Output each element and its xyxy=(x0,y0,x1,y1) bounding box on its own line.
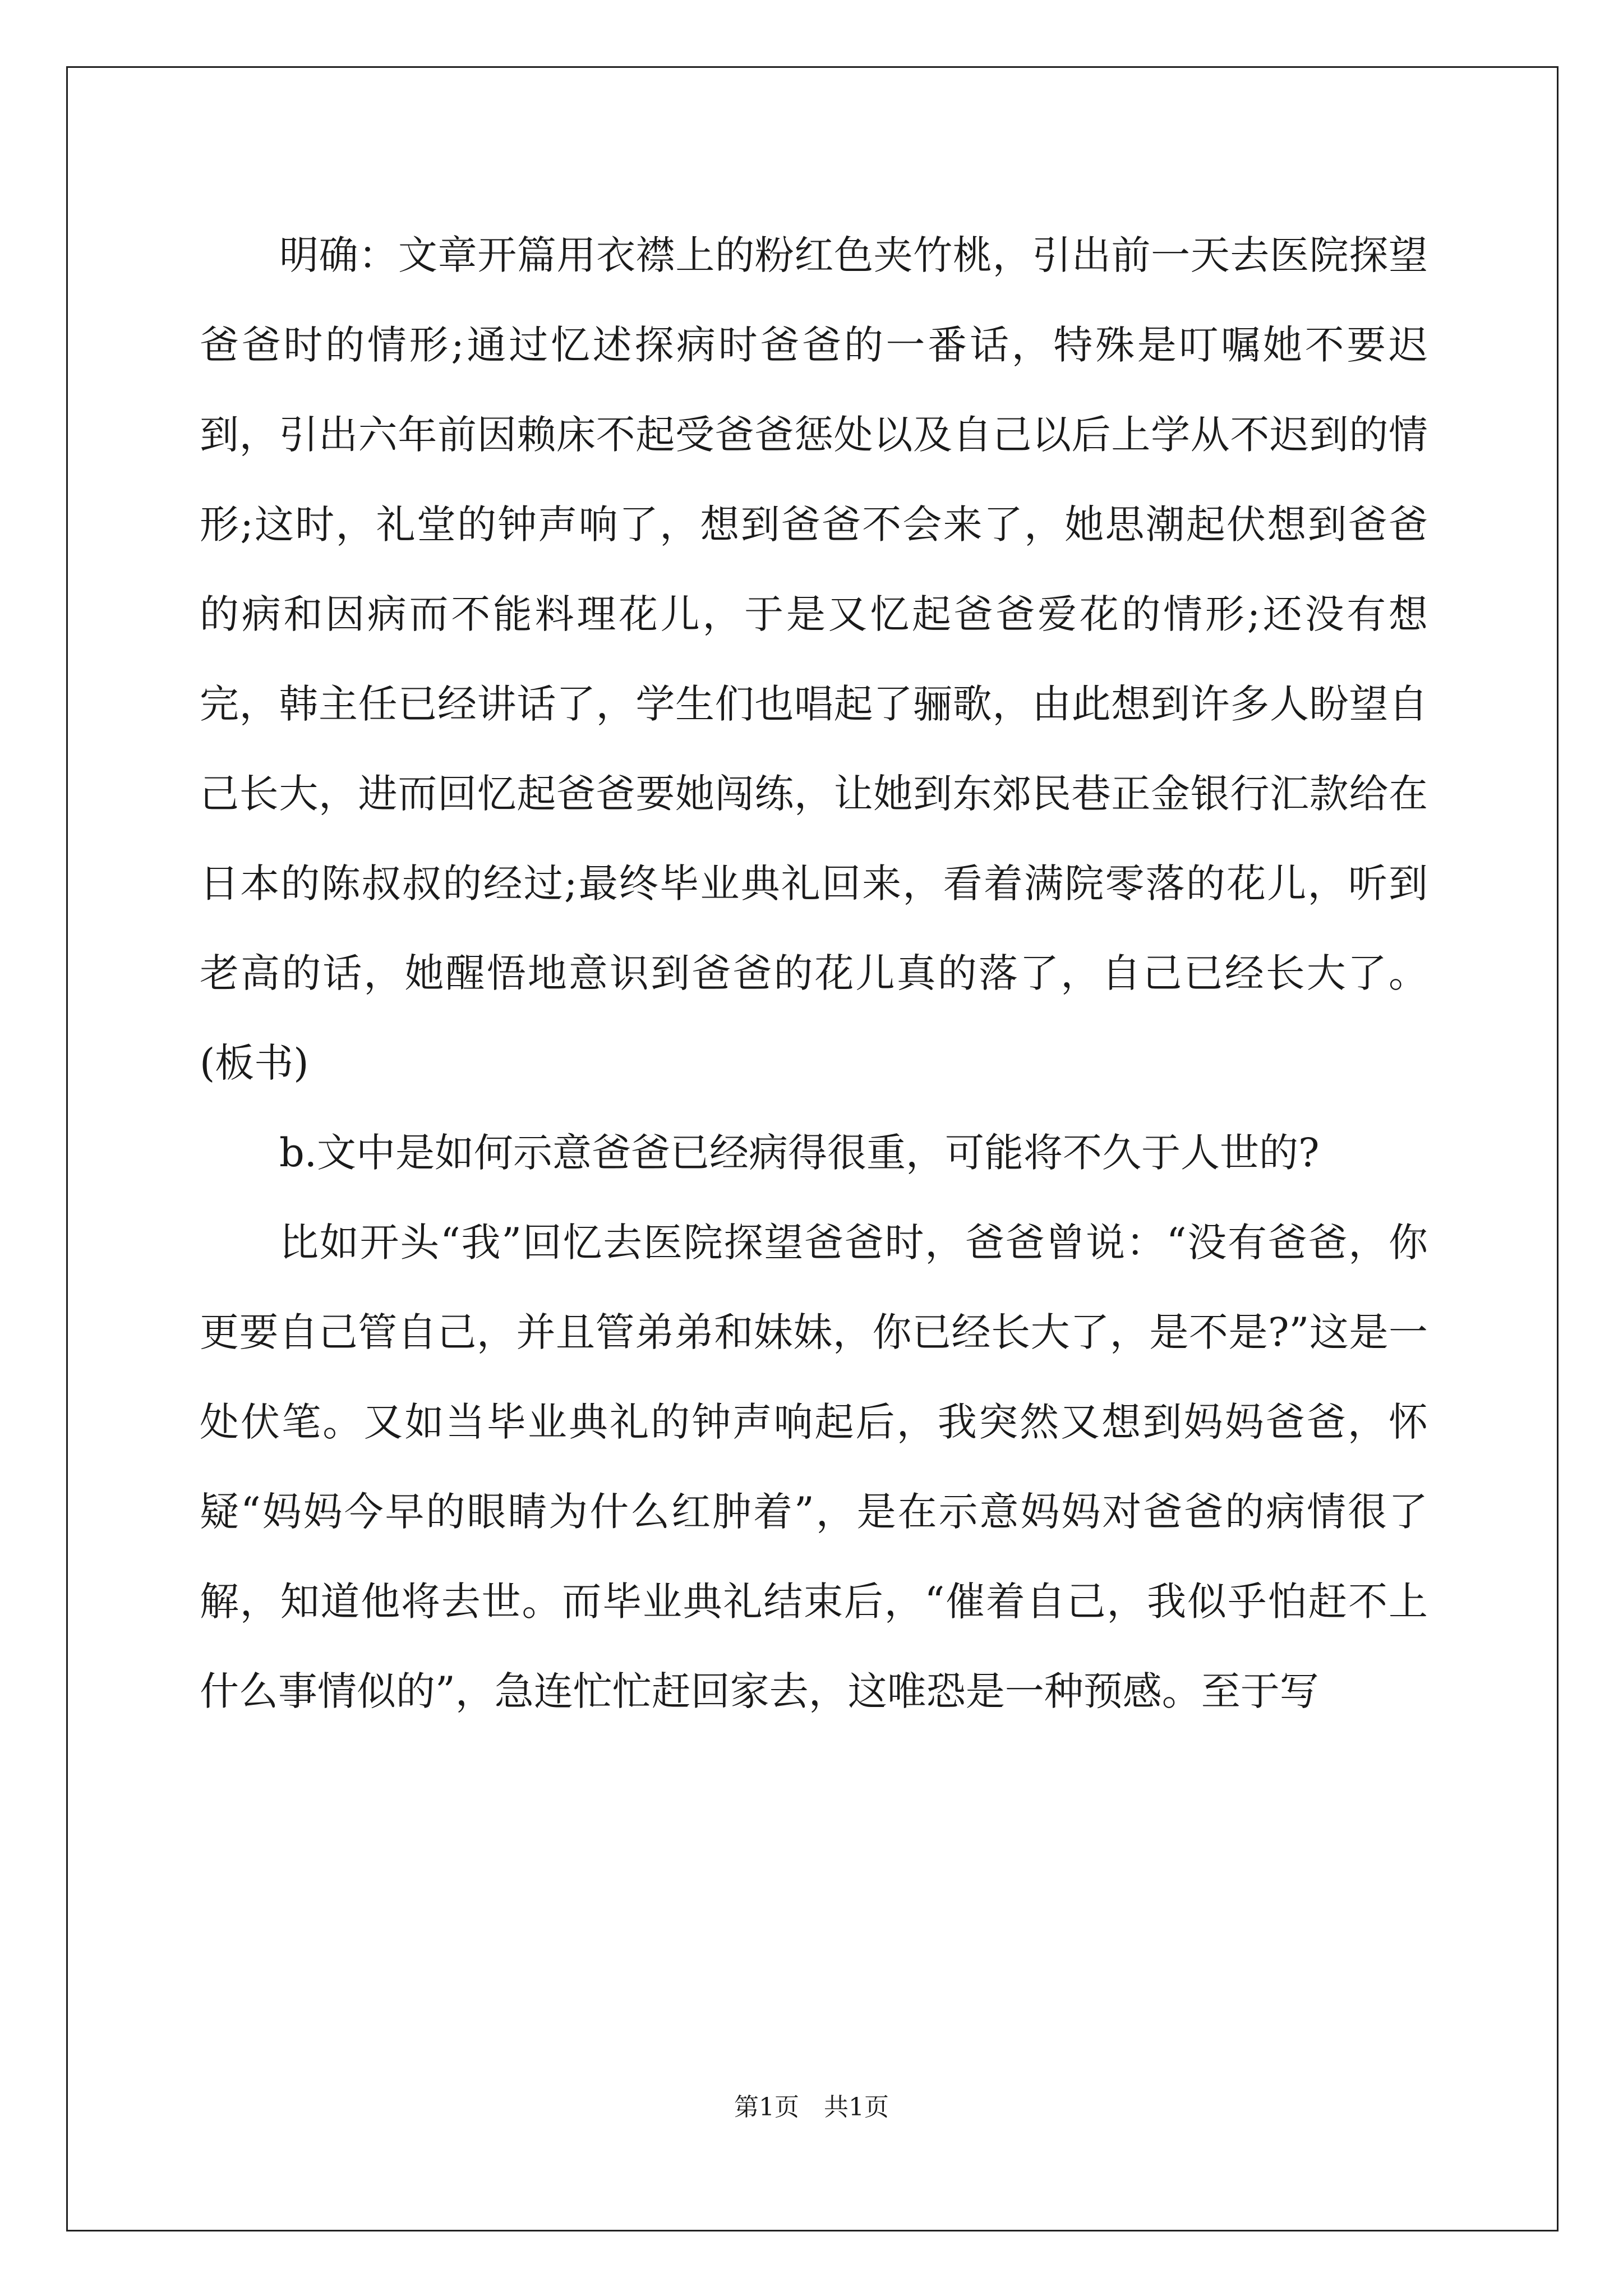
document-body xyxy=(200,210,1428,1736)
paragraph: 明确：文章开篇用衣襟上的粉红色夹竹桃，引出前一天去医院探望爸爸时的情形;通过忆述探病时爸爸的一番话，特殊是叮嘱她不要迟到，引出六年前因赖床不起受爸爸惩处以及自己以后上学从不迟到的情形;这时，礼堂的钟声响了，想到爸爸不会来了，她思潮起伏想到爸爸的病和因病而不能料理花儿，于是又忆起爸爸爱花的情形;还没有想完，韩主任已经讲话了，学生们也唱起了骊歌，由此想到许多人盼望自己长大，进而回忆起爸爸要她闯练，让她到东郊民巷正金银行汇款给在日本的陈叔叔的经过;最终毕业典礼回来，看着满院零落的花儿，听到老高的话，她醒悟地意识到爸爸的花儿真的落了，自己已经长大了。(板书) xyxy=(200,232,1428,1086)
page-footer: 第1页 共1页 xyxy=(734,2093,889,2122)
paragraph: 比如开头“我”回忆去医院探望爸爸时，爸爸曾说：“没有爸爸，你更要自己管自己，并且管弟弟和妹妹，你已经长大了，是不是?”这是一处伏笔。又如当毕业典礼的钟声响起后，我突然又想到妈妈爸爸，怀疑“妈妈今早的眼睛为什么红肿着”，是在示意妈妈对爸爸的病情很了解，知道他将去世。而毕业典礼结束后，“催着自己，我似乎怕赶不上什么事情似的”，急连忙忙赶回家去，这唯恐是一种预感。至于写 xyxy=(200,1220,1428,1714)
paragraph: b.文中是如何示意爸爸已经病得很重，可能将不久于人世的? xyxy=(279,1130,1320,1176)
